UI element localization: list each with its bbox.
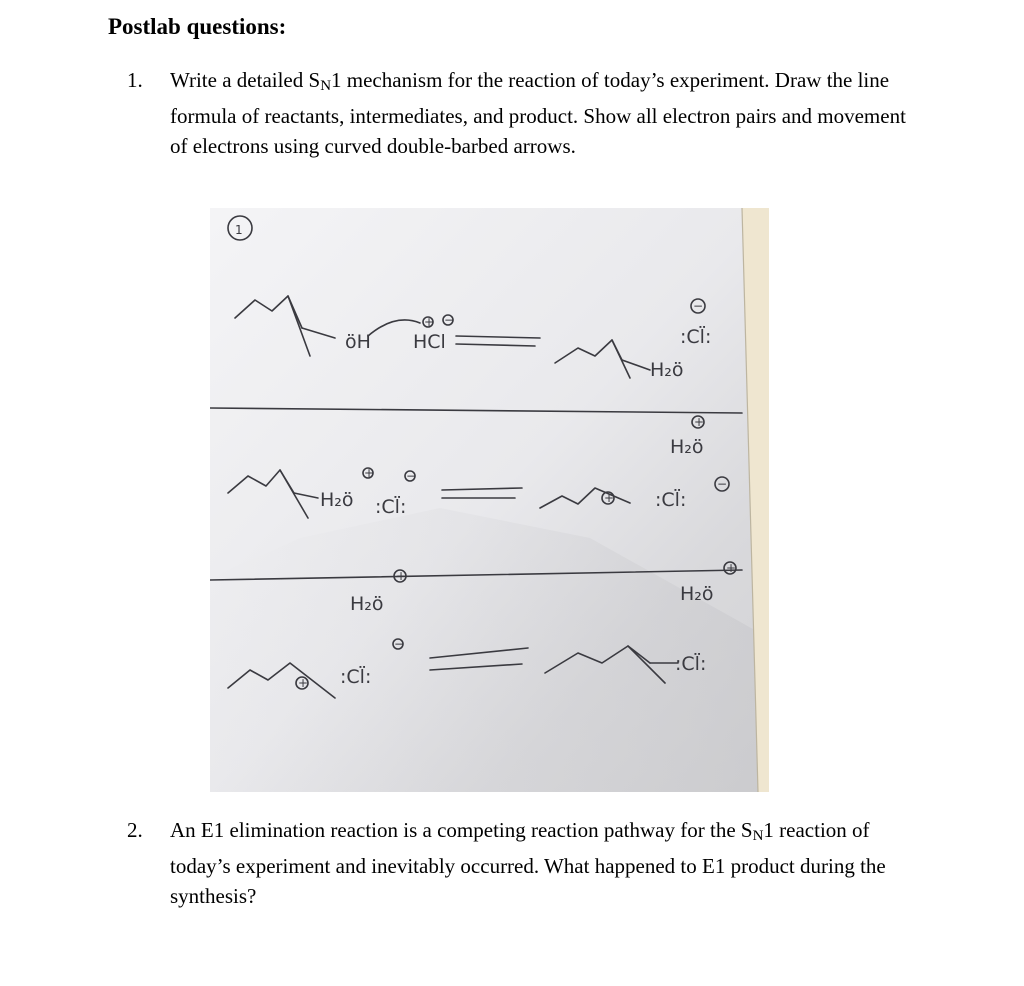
svg-text:H₂ö: H₂ö <box>650 359 684 381</box>
svg-text:−: − <box>693 299 704 313</box>
svg-text:+: + <box>604 491 615 505</box>
svg-text:−: − <box>394 637 405 651</box>
svg-text:+: + <box>726 561 737 575</box>
svg-text::Cl̈:: :Cl̈: <box>675 653 707 675</box>
svg-text::Cl̈:: :Cl̈: <box>655 489 687 511</box>
svg-text:H₂ö: H₂ö <box>320 489 354 511</box>
question-2-number: 2. <box>127 818 143 842</box>
svg-text:+: + <box>396 569 407 583</box>
svg-text:−: − <box>406 469 417 483</box>
svg-text:H₂ö: H₂ö <box>350 593 384 615</box>
svg-text:−: − <box>717 477 728 491</box>
page-heading: Postlab questions: <box>108 14 287 39</box>
svg-text:−: − <box>444 313 455 327</box>
svg-text:öH: öH <box>345 331 371 353</box>
question-1-text: Write a detailed $S_N1$ mechanism for the reaction of today’s experiment. Draw the line formula of reactants, intermediates, and product. Show all electron pairs and movement of electrons using curved double-barbed arrows. <box>170 68 906 158</box>
svg-text:+: + <box>298 676 309 690</box>
svg-text:H₂ö: H₂ö <box>670 436 704 458</box>
svg-text:H₂ö: H₂ö <box>680 583 714 605</box>
svg-text:+: + <box>694 415 705 429</box>
svg-text:HCl: HCl <box>413 331 446 353</box>
svg-text:+: + <box>424 315 435 329</box>
svg-text:+: + <box>364 466 375 480</box>
svg-text:1: 1 <box>235 223 243 237</box>
question-1-number: 1. <box>127 68 143 92</box>
handwritten-mechanism-photo <box>210 208 769 792</box>
question-2-text: An E1 elimination reaction is a competing reaction pathway for the $S_N1$ reaction of today’s experiment and inevitably occurred. What happened to E1 product during the synthesis? <box>170 818 886 908</box>
svg-text::Cl̈:: :Cl̈: <box>340 666 372 688</box>
svg-text::Cl̈:: :Cl̈: <box>680 326 712 348</box>
svg-text::Cl̈:: :Cl̈: <box>375 496 407 518</box>
